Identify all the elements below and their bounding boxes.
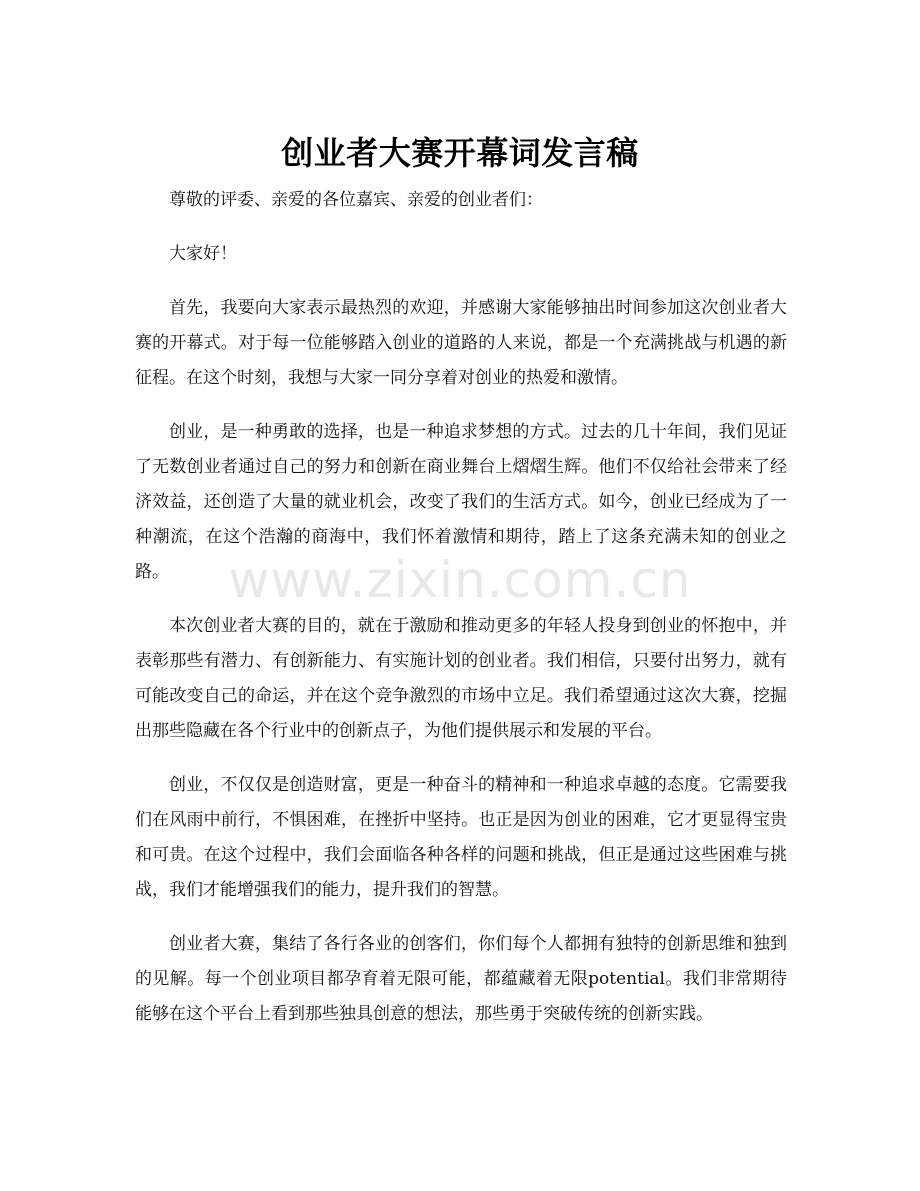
body-paragraph: 创业，是一种勇敢的选择，也是一种追求梦想的方式。过去的几十年间，我们见证了无数创业者通过自己的努力和创新在商业舞台上熠熠生辉。他们不仅给社会带来了经济效益，还创造了大量的就业机会，改变了我们的生活方式。如今，创业已经成为了一种潮流，在这个浩瀚的商海中，我们怀着激情和期待，踏上了这条充满未知的创业之路。 — [135, 422, 787, 582]
body-paragraph: 首先，我要向大家表示最热烈的欢迎，并感谢大家能够抽出时间参加这次创业者大赛的开幕式。对于每一位能够踏入创业的道路的人来说，都是一个充满挑战与机遇的新征程。在这个时刻，我想与大家一同分享着对创业的热爱和激情。 — [135, 298, 787, 388]
body-paragraph: 本次创业者大赛的目的，就在于激励和推动更多的年轻人投身到创业的怀抱中，并表彰那些有潜力、有创新能力、有实施计划的创业者。我们相信，只要付出努力，就有可能改变自己的命运，并在这个竞争激烈的市场中立足。我们希望通过这次大赛，挖掘出那些隐藏在各个行业中的创新点子，为他们提供展示和发展的平台。 — [135, 616, 787, 741]
body-paragraph: 创业，不仅仅是创造财富，更是一种奋斗的精神和一种追求卓越的态度。它需要我们在风雨中前行，不惧困难，在挫折中坚持。也正是因为创业的困难，它才更显得宝贵和可贵。在这个过程中，我们会面临各种各样的问题和挑战，但正是通过这些困难与挑战，我们才能增强我们的能力，提升我们的智慧。 — [135, 775, 787, 900]
body-paragraph: 创业者大赛，集结了各行各业的创客们，你们每个人都拥有独特的创新思维和独到的见解。每一个创业项目都孕育着无限可能，都蕴藏着无限potential。我们非常期待能够在这个平台上看到那些独具创意的想法，那些勇于突破传统的创新实践。 — [135, 934, 787, 1024]
hello-paragraph: 大家好！ — [169, 244, 237, 264]
watermark: www.zixin.com.cn — [228, 551, 692, 609]
document-title: 创业者大赛开幕词发言稿 — [281, 134, 639, 173]
document-body — [135, 183, 787, 1051]
greeting-paragraph: 尊敬的评委、亲爱的各位嘉宾、亲爱的创业者们： — [169, 190, 543, 210]
